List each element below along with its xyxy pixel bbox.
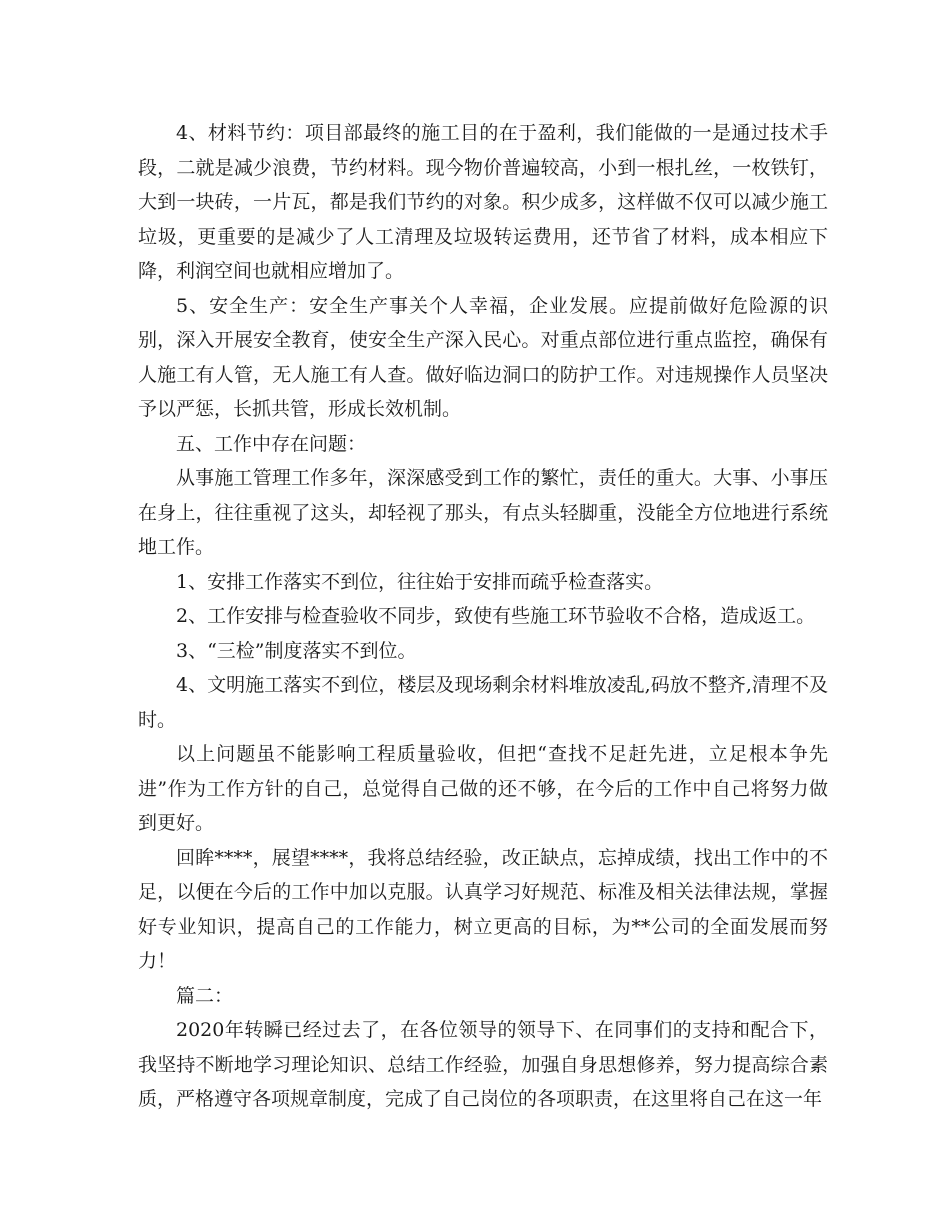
paragraph-safety-production: 5、安全生产：安全生产事关个人幸福，企业发展。应提前做好危险源的识别，深入开展安全教育，使安全生产深入民心。对重点部位进行重点监控，确保有人施工有人管，无人施工有人查。做好临边洞口的防护工作。对违规操作人员坚决予以严惩，长抓共管，形成长效机制。 bbox=[138, 294, 828, 420]
paragraph-outlook: 回眸****，展望****，我将总结经验，改正缺点，忘掉成绩，找出工作中的不足，以便在今后的工作中加以克服。认真学习好规范、标准及相关法律法规，掌握好专业知识，提高自己的工作能力，树立更高的目标，为**公司的全面发展而努力！ bbox=[138, 846, 828, 972]
paragraph-part-two-intro: 2020年转瞬已经过去了，在各位领导的领导下、在同事们的支持和配合下，我坚持不断地学习理论知识、总结工作经验，加强自身思想修养，努力提高综合素质，严格遵守各项规章制度，完成了自己岗位的各项职责，在这里将自己在这一年 bbox=[138, 1019, 828, 1110]
document-body bbox=[138, 116, 828, 1117]
paragraph-material-saving: 4、材料节约：项目部最终的施工目的在于盈利，我们能做的一是通过技术手段，二就是减少浪费，节约材料。现今物价普遍较高，小到一根扎丝，一枚铁钉，大到一块砖，一片瓦，都是我们节约的对象。积少成多，这样做不仅可以减少施工垃圾，更重要的是减少了人工清理及垃圾转运费用，还节省了材料，成本相应下降，利润空间也就相应增加了。 bbox=[138, 122, 828, 282]
section-heading-problems: 五、工作中存在问题： bbox=[176, 432, 367, 455]
paragraph-problems-summary: 以上问题虽不能影响工程质量验收，但把“查找不足赶先进，立足根本争先进”作为工作方针的自己，总觉得自己做的还不够，在今后的工作中自己将努力做到更好。 bbox=[138, 743, 828, 834]
section-heading-part-two: 篇二： bbox=[176, 984, 234, 1007]
list-item-problem-2: 2、工作安排与检查验收不同步，致使有些施工环节验收不合格，造成返工。 bbox=[176, 605, 816, 627]
paragraph-problems-intro: 从事施工管理工作多年，深深感受到工作的繁忙，责任的重大。大事、小事压在身上，往往重视了这头，却轻视了那头，有点头轻脚重，没能全方位地进行系统地工作。 bbox=[138, 467, 828, 558]
list-item-problem-3: 3、“三检”制度落实不到位。 bbox=[176, 639, 417, 662]
list-item-problem-4: 4、文明施工落实不到位，楼层及现场剩余材料堆放凌乱,码放不整齐,清理不及时。 bbox=[138, 674, 828, 731]
list-item-problem-1: 1、安排工作落实不到位，往往始于安排而疏乎检查落实。 bbox=[176, 570, 664, 593]
